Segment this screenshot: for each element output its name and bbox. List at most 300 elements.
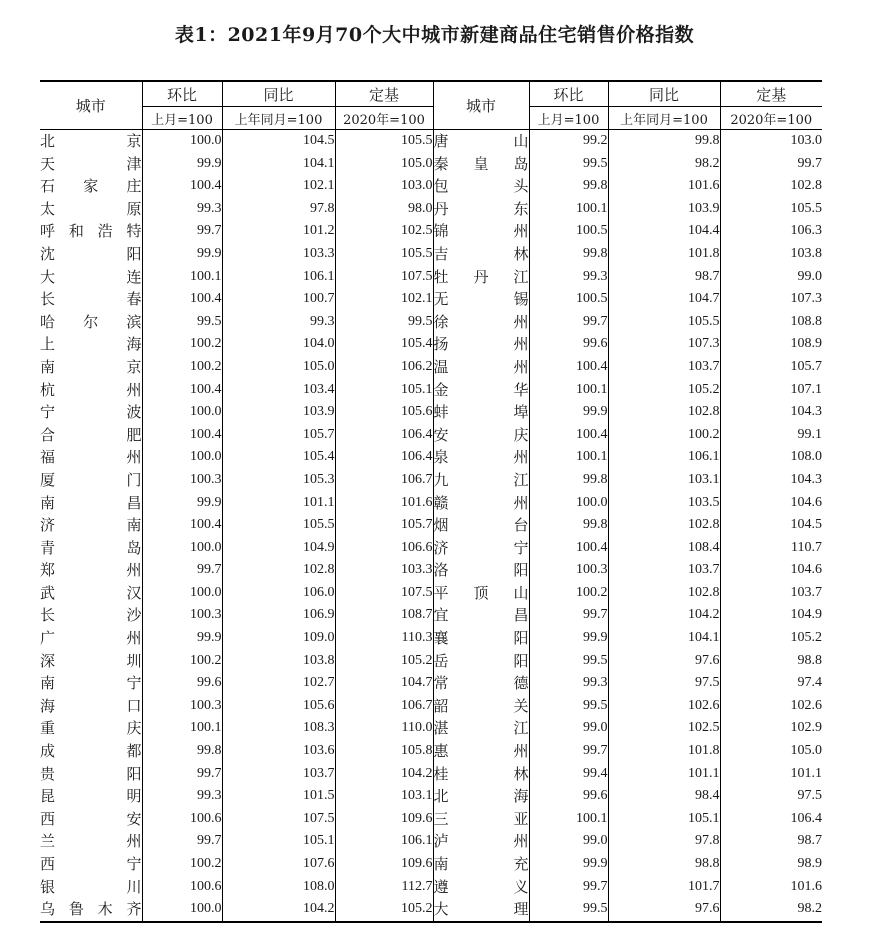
left-yoy-value: 107.6 bbox=[222, 853, 335, 876]
right-base-value: 103.0 bbox=[720, 130, 822, 153]
table-row bbox=[40, 876, 822, 899]
right-mom-value: 99.7 bbox=[529, 604, 608, 627]
left-city-name: 哈尔滨 bbox=[40, 312, 142, 331]
table-row bbox=[40, 582, 822, 605]
right-city-name: 济宁 bbox=[433, 537, 529, 560]
left-yoy-value: 107.5 bbox=[222, 808, 335, 831]
left-yoy-value: 109.0 bbox=[222, 627, 335, 650]
left-mom-value: 100.0 bbox=[142, 898, 222, 922]
left-yoy-value: 106.0 bbox=[222, 582, 335, 605]
left-mom-value: 99.9 bbox=[142, 492, 222, 515]
right-city-name: 泉州 bbox=[433, 446, 529, 469]
right-yoy-value: 104.2 bbox=[608, 604, 720, 627]
right-yoy-value: 102.8 bbox=[608, 514, 720, 537]
left-base-value: 105.1 bbox=[335, 379, 433, 402]
right-yoy-value: 102.6 bbox=[608, 695, 720, 718]
right-city-name: 烟台 bbox=[433, 514, 529, 537]
left-mom-value: 99.7 bbox=[142, 830, 222, 853]
right-base-value: 97.5 bbox=[720, 785, 822, 808]
left-city-name: 武汉 bbox=[40, 583, 142, 602]
left-city-name: 广州 bbox=[40, 629, 142, 648]
right-city-name: 洛阳 bbox=[433, 559, 529, 582]
price-index-table bbox=[40, 80, 822, 923]
left-yoy-value: 105.4 bbox=[222, 446, 335, 469]
yoy-subheader-left: 上年同月=100 bbox=[222, 107, 335, 130]
right-mom-value: 99.4 bbox=[529, 763, 608, 786]
right-mom-value: 99.5 bbox=[529, 898, 608, 922]
left-yoy-value: 104.9 bbox=[222, 537, 335, 560]
left-yoy-value: 103.6 bbox=[222, 740, 335, 763]
right-base-value: 107.3 bbox=[720, 288, 822, 311]
table-row bbox=[40, 763, 822, 786]
table-row bbox=[40, 898, 822, 922]
right-base-value: 106.3 bbox=[720, 220, 822, 243]
right-mom-value: 100.1 bbox=[529, 379, 608, 402]
right-mom-value: 100.1 bbox=[529, 808, 608, 831]
left-yoy-value: 102.7 bbox=[222, 672, 335, 695]
right-base-value: 107.1 bbox=[720, 379, 822, 402]
left-base-value: 106.7 bbox=[335, 469, 433, 492]
right-mom-value: 99.9 bbox=[529, 401, 608, 424]
right-city-name: 南充 bbox=[433, 853, 529, 876]
left-city-name: 厦门 bbox=[40, 470, 142, 489]
left-city-name: 北京 bbox=[40, 132, 142, 150]
left-mom-value: 100.0 bbox=[142, 537, 222, 560]
table-row bbox=[40, 266, 822, 289]
left-yoy-value: 104.1 bbox=[222, 153, 335, 176]
left-base-value: 103.3 bbox=[335, 559, 433, 582]
right-city-name: 扬州 bbox=[433, 333, 529, 356]
left-city-name: 贵阳 bbox=[40, 764, 142, 783]
table-row bbox=[40, 808, 822, 831]
left-base-value: 105.2 bbox=[335, 898, 433, 922]
right-base-value: 99.7 bbox=[720, 153, 822, 176]
right-yoy-value: 103.1 bbox=[608, 469, 720, 492]
right-yoy-value: 103.9 bbox=[608, 198, 720, 221]
yoy-subheader-right: 上年同月=100 bbox=[608, 107, 720, 130]
right-base-value: 98.2 bbox=[720, 898, 822, 922]
left-city-name: 南昌 bbox=[40, 493, 142, 512]
right-city-name: 韶关 bbox=[433, 695, 529, 718]
right-mom-value: 99.8 bbox=[529, 175, 608, 198]
right-mom-value: 100.1 bbox=[529, 446, 608, 469]
left-base-value: 112.7 bbox=[335, 876, 433, 899]
left-city-name: 海口 bbox=[40, 696, 142, 715]
left-mom-value: 99.5 bbox=[142, 311, 222, 334]
right-mom-value: 100.4 bbox=[529, 537, 608, 560]
left-city-name: 深圳 bbox=[40, 651, 142, 670]
right-yoy-value: 97.8 bbox=[608, 830, 720, 853]
right-base-value: 104.6 bbox=[720, 559, 822, 582]
left-city-name: 西安 bbox=[40, 809, 142, 828]
left-mom-value: 100.6 bbox=[142, 876, 222, 899]
right-city-name: 无锡 bbox=[433, 288, 529, 311]
left-city-name: 合肥 bbox=[40, 425, 142, 444]
left-mom-value: 100.1 bbox=[142, 266, 222, 289]
right-mom-value: 99.6 bbox=[529, 785, 608, 808]
table-row bbox=[40, 153, 822, 176]
mom-subheader-right: 上月=100 bbox=[529, 107, 608, 130]
right-mom-value: 99.7 bbox=[529, 311, 608, 334]
left-city-name: 昆明 bbox=[40, 787, 142, 806]
right-city-name: 平顶山 bbox=[433, 582, 529, 605]
left-city-name: 济南 bbox=[40, 516, 142, 535]
right-yoy-value: 103.7 bbox=[608, 559, 720, 582]
city-column-header-left: 城市 bbox=[40, 81, 142, 130]
right-yoy-value: 105.5 bbox=[608, 311, 720, 334]
left-city-name: 重庆 bbox=[40, 719, 142, 738]
right-mom-value: 99.8 bbox=[529, 469, 608, 492]
left-yoy-value: 99.3 bbox=[222, 311, 335, 334]
left-city-name: 沈阳 bbox=[40, 244, 142, 263]
left-city-name: 宁波 bbox=[40, 403, 142, 422]
left-mom-value: 99.7 bbox=[142, 763, 222, 786]
right-mom-value: 99.0 bbox=[529, 717, 608, 740]
right-base-value: 99.0 bbox=[720, 266, 822, 289]
right-base-value: 104.9 bbox=[720, 604, 822, 627]
left-base-value: 108.7 bbox=[335, 604, 433, 627]
left-yoy-value: 105.0 bbox=[222, 356, 335, 379]
left-city-name: 上海 bbox=[40, 335, 142, 354]
left-city-name: 南宁 bbox=[40, 674, 142, 693]
right-yoy-value: 98.2 bbox=[608, 153, 720, 176]
table-row bbox=[40, 356, 822, 379]
left-yoy-value: 108.3 bbox=[222, 717, 335, 740]
right-yoy-value: 101.8 bbox=[608, 243, 720, 266]
left-city-name: 太原 bbox=[40, 199, 142, 218]
left-yoy-value: 104.5 bbox=[222, 130, 335, 153]
right-base-value: 98.9 bbox=[720, 853, 822, 876]
right-yoy-value: 101.7 bbox=[608, 876, 720, 899]
left-base-value: 105.4 bbox=[335, 333, 433, 356]
left-base-value: 105.5 bbox=[335, 130, 433, 153]
table-title: 表1：2021年9月70个大中城市新建商品住宅销售价格指数 bbox=[174, 24, 695, 46]
base-header-left: 定基 bbox=[335, 81, 433, 107]
right-mom-value: 100.2 bbox=[529, 582, 608, 605]
right-base-value: 104.3 bbox=[720, 401, 822, 424]
left-base-value: 105.8 bbox=[335, 740, 433, 763]
right-mom-value: 100.0 bbox=[529, 492, 608, 515]
left-mom-value: 100.2 bbox=[142, 356, 222, 379]
left-yoy-value: 106.1 bbox=[222, 266, 335, 289]
left-mom-value: 99.7 bbox=[142, 220, 222, 243]
right-mom-value: 99.3 bbox=[529, 672, 608, 695]
left-base-value: 105.6 bbox=[335, 401, 433, 424]
right-yoy-value: 99.8 bbox=[608, 130, 720, 153]
right-city-name: 大理 bbox=[433, 898, 529, 922]
left-mom-value: 99.3 bbox=[142, 198, 222, 221]
left-base-value: 105.2 bbox=[335, 650, 433, 673]
mom-subheader-left: 上月=100 bbox=[142, 107, 222, 130]
right-city-name: 桂林 bbox=[433, 763, 529, 786]
right-city-name: 三亚 bbox=[433, 808, 529, 831]
left-base-value: 103.1 bbox=[335, 785, 433, 808]
right-city-name: 牡丹江 bbox=[433, 266, 529, 289]
right-yoy-value: 102.8 bbox=[608, 401, 720, 424]
right-base-value: 105.5 bbox=[720, 198, 822, 221]
right-city-name: 襄阳 bbox=[433, 627, 529, 650]
right-base-value: 105.0 bbox=[720, 740, 822, 763]
right-yoy-value: 98.7 bbox=[608, 266, 720, 289]
left-city-name: 银川 bbox=[40, 877, 142, 896]
right-city-name: 湛江 bbox=[433, 717, 529, 740]
right-city-name: 温州 bbox=[433, 356, 529, 379]
left-base-value: 110.0 bbox=[335, 717, 433, 740]
right-city-name: 岳阳 bbox=[433, 650, 529, 673]
right-city-name: 丹东 bbox=[433, 198, 529, 221]
base-subheader-left: 2020年=100 bbox=[335, 107, 433, 130]
left-yoy-value: 103.9 bbox=[222, 401, 335, 424]
left-mom-value: 100.0 bbox=[142, 582, 222, 605]
table-row bbox=[40, 650, 822, 673]
right-yoy-value: 104.1 bbox=[608, 627, 720, 650]
left-base-value: 104.7 bbox=[335, 672, 433, 695]
left-mom-value: 99.9 bbox=[142, 153, 222, 176]
right-base-value: 103.8 bbox=[720, 243, 822, 266]
left-base-value: 106.4 bbox=[335, 446, 433, 469]
left-yoy-value: 103.3 bbox=[222, 243, 335, 266]
left-city-name: 石家庄 bbox=[40, 177, 142, 196]
right-city-name: 遵义 bbox=[433, 876, 529, 899]
right-base-value: 104.5 bbox=[720, 514, 822, 537]
table-row bbox=[40, 424, 822, 447]
right-mom-value: 100.5 bbox=[529, 288, 608, 311]
left-mom-value: 100.2 bbox=[142, 333, 222, 356]
right-mom-value: 99.3 bbox=[529, 266, 608, 289]
right-base-value: 103.7 bbox=[720, 582, 822, 605]
left-yoy-value: 101.1 bbox=[222, 492, 335, 515]
right-city-name: 常德 bbox=[433, 672, 529, 695]
left-mom-value: 100.4 bbox=[142, 288, 222, 311]
right-yoy-value: 101.6 bbox=[608, 175, 720, 198]
right-yoy-value: 101.8 bbox=[608, 740, 720, 763]
left-yoy-value: 106.9 bbox=[222, 604, 335, 627]
yoy-header-right: 同比 bbox=[608, 81, 720, 107]
right-mom-value: 100.5 bbox=[529, 220, 608, 243]
table-row bbox=[40, 130, 822, 153]
right-yoy-value: 103.5 bbox=[608, 492, 720, 515]
left-city-name: 福州 bbox=[40, 448, 142, 467]
left-yoy-value: 104.2 bbox=[222, 898, 335, 922]
left-base-value: 106.4 bbox=[335, 424, 433, 447]
right-mom-value: 99.8 bbox=[529, 243, 608, 266]
left-yoy-value: 105.6 bbox=[222, 695, 335, 718]
left-city-name: 兰州 bbox=[40, 832, 142, 851]
right-yoy-value: 97.6 bbox=[608, 650, 720, 673]
right-mom-value: 99.7 bbox=[529, 876, 608, 899]
right-yoy-value: 103.7 bbox=[608, 356, 720, 379]
left-yoy-value: 103.8 bbox=[222, 650, 335, 673]
right-city-name: 安庆 bbox=[433, 424, 529, 447]
right-yoy-value: 98.4 bbox=[608, 785, 720, 808]
table-row bbox=[40, 672, 822, 695]
table-row bbox=[40, 288, 822, 311]
left-mom-value: 100.0 bbox=[142, 446, 222, 469]
right-yoy-value: 104.4 bbox=[608, 220, 720, 243]
left-base-value: 106.7 bbox=[335, 695, 433, 718]
left-yoy-value: 102.8 bbox=[222, 559, 335, 582]
city-column-header-right: 城市 bbox=[433, 81, 529, 130]
table-row bbox=[40, 469, 822, 492]
right-mom-value: 99.6 bbox=[529, 333, 608, 356]
right-yoy-value: 104.7 bbox=[608, 288, 720, 311]
left-mom-value: 100.1 bbox=[142, 717, 222, 740]
left-city-name: 郑州 bbox=[40, 561, 142, 580]
right-base-value: 106.4 bbox=[720, 808, 822, 831]
left-base-value: 102.5 bbox=[335, 220, 433, 243]
left-mom-value: 100.2 bbox=[142, 853, 222, 876]
right-base-value: 102.6 bbox=[720, 695, 822, 718]
left-city-name: 成都 bbox=[40, 742, 142, 761]
right-base-value: 108.8 bbox=[720, 311, 822, 334]
left-base-value: 107.5 bbox=[335, 582, 433, 605]
left-city-name: 西宁 bbox=[40, 855, 142, 873]
left-yoy-value: 103.7 bbox=[222, 763, 335, 786]
right-yoy-value: 106.1 bbox=[608, 446, 720, 469]
right-mom-value: 99.5 bbox=[529, 650, 608, 673]
right-mom-value: 99.5 bbox=[529, 153, 608, 176]
right-mom-value: 99.2 bbox=[529, 130, 608, 153]
left-base-value: 101.6 bbox=[335, 492, 433, 515]
right-mom-value: 99.9 bbox=[529, 627, 608, 650]
left-base-value: 107.5 bbox=[335, 266, 433, 289]
left-city-name: 长沙 bbox=[40, 606, 142, 625]
table-row bbox=[40, 537, 822, 560]
table-row bbox=[40, 446, 822, 469]
left-mom-value: 100.4 bbox=[142, 514, 222, 537]
left-yoy-value: 105.1 bbox=[222, 830, 335, 853]
left-yoy-value: 105.5 bbox=[222, 514, 335, 537]
right-mom-value: 99.7 bbox=[529, 740, 608, 763]
left-mom-value: 100.6 bbox=[142, 808, 222, 831]
table-row bbox=[40, 492, 822, 515]
right-base-value: 108.0 bbox=[720, 446, 822, 469]
right-city-name: 徐州 bbox=[433, 311, 529, 334]
left-base-value: 109.6 bbox=[335, 853, 433, 876]
left-yoy-value: 101.5 bbox=[222, 785, 335, 808]
left-mom-value: 100.0 bbox=[142, 130, 222, 153]
right-city-name: 包头 bbox=[433, 175, 529, 198]
left-mom-value: 99.9 bbox=[142, 627, 222, 650]
right-yoy-value: 98.8 bbox=[608, 853, 720, 876]
table-row bbox=[40, 220, 822, 243]
left-city-name: 呼和浩特 bbox=[40, 222, 142, 241]
right-base-value: 105.7 bbox=[720, 356, 822, 379]
table-row bbox=[40, 627, 822, 650]
left-base-value: 105.7 bbox=[335, 514, 433, 537]
left-city-name: 青岛 bbox=[40, 538, 142, 557]
table-row bbox=[40, 785, 822, 808]
left-mom-value: 100.3 bbox=[142, 469, 222, 492]
right-base-value: 99.1 bbox=[720, 424, 822, 447]
right-base-value: 101.1 bbox=[720, 763, 822, 786]
left-yoy-value: 104.0 bbox=[222, 333, 335, 356]
right-city-name: 金华 bbox=[433, 379, 529, 402]
left-yoy-value: 105.3 bbox=[222, 469, 335, 492]
yoy-header-left: 同比 bbox=[222, 81, 335, 107]
table-body bbox=[40, 130, 822, 922]
table-row bbox=[40, 198, 822, 221]
right-mom-value: 99.8 bbox=[529, 514, 608, 537]
right-base-value: 110.7 bbox=[720, 537, 822, 560]
table-row bbox=[40, 853, 822, 876]
left-mom-value: 100.2 bbox=[142, 650, 222, 673]
right-base-value: 104.3 bbox=[720, 469, 822, 492]
right-mom-value: 99.0 bbox=[529, 830, 608, 853]
right-base-value: 98.8 bbox=[720, 650, 822, 673]
right-mom-value: 100.4 bbox=[529, 424, 608, 447]
table-row bbox=[40, 401, 822, 424]
right-city-name: 九江 bbox=[433, 469, 529, 492]
left-city-name: 乌鲁木齐 bbox=[40, 898, 142, 922]
table-row bbox=[40, 514, 822, 537]
table-row bbox=[40, 243, 822, 266]
base-subheader-right: 2020年=100 bbox=[720, 107, 822, 130]
base-header-right: 定基 bbox=[720, 81, 822, 107]
right-city-name: 秦皇岛 bbox=[433, 153, 529, 176]
mom-header-left: 环比 bbox=[142, 81, 222, 107]
right-city-name: 惠州 bbox=[433, 740, 529, 763]
left-city-name: 杭州 bbox=[40, 380, 142, 399]
left-city-name: 南京 bbox=[40, 357, 142, 376]
left-city-name: 天津 bbox=[40, 154, 142, 173]
left-yoy-value: 105.7 bbox=[222, 424, 335, 447]
left-mom-value: 100.4 bbox=[142, 424, 222, 447]
left-base-value: 99.5 bbox=[335, 311, 433, 334]
left-city-name: 长春 bbox=[40, 290, 142, 309]
right-yoy-value: 102.5 bbox=[608, 717, 720, 740]
table-row bbox=[40, 559, 822, 582]
right-yoy-value: 105.1 bbox=[608, 808, 720, 831]
right-base-value: 97.4 bbox=[720, 672, 822, 695]
left-base-value: 106.2 bbox=[335, 356, 433, 379]
table-row bbox=[40, 175, 822, 198]
table-row bbox=[40, 695, 822, 718]
right-mom-value: 100.4 bbox=[529, 356, 608, 379]
mom-header-right: 环比 bbox=[529, 81, 608, 107]
left-yoy-value: 108.0 bbox=[222, 876, 335, 899]
left-mom-value: 99.6 bbox=[142, 672, 222, 695]
left-yoy-value: 102.1 bbox=[222, 175, 335, 198]
left-base-value: 102.1 bbox=[335, 288, 433, 311]
table-row bbox=[40, 830, 822, 853]
right-yoy-value: 97.5 bbox=[608, 672, 720, 695]
right-mom-value: 99.5 bbox=[529, 695, 608, 718]
left-base-value: 104.2 bbox=[335, 763, 433, 786]
left-base-value: 105.5 bbox=[335, 243, 433, 266]
left-base-value: 98.0 bbox=[335, 198, 433, 221]
right-yoy-value: 107.3 bbox=[608, 333, 720, 356]
left-city-name: 大连 bbox=[40, 267, 142, 286]
table-row bbox=[40, 604, 822, 627]
left-base-value: 106.1 bbox=[335, 830, 433, 853]
right-base-value: 101.6 bbox=[720, 876, 822, 899]
right-yoy-value: 102.8 bbox=[608, 582, 720, 605]
table-row bbox=[40, 379, 822, 402]
right-city-name: 泸州 bbox=[433, 830, 529, 853]
left-base-value: 109.6 bbox=[335, 808, 433, 831]
left-base-value: 106.6 bbox=[335, 537, 433, 560]
right-mom-value: 100.3 bbox=[529, 559, 608, 582]
right-city-name: 吉林 bbox=[433, 243, 529, 266]
right-city-name: 赣州 bbox=[433, 492, 529, 515]
left-yoy-value: 97.8 bbox=[222, 198, 335, 221]
left-mom-value: 99.7 bbox=[142, 559, 222, 582]
right-city-name: 蚌埠 bbox=[433, 401, 529, 424]
left-base-value: 110.3 bbox=[335, 627, 433, 650]
left-yoy-value: 101.2 bbox=[222, 220, 335, 243]
left-yoy-value: 100.7 bbox=[222, 288, 335, 311]
